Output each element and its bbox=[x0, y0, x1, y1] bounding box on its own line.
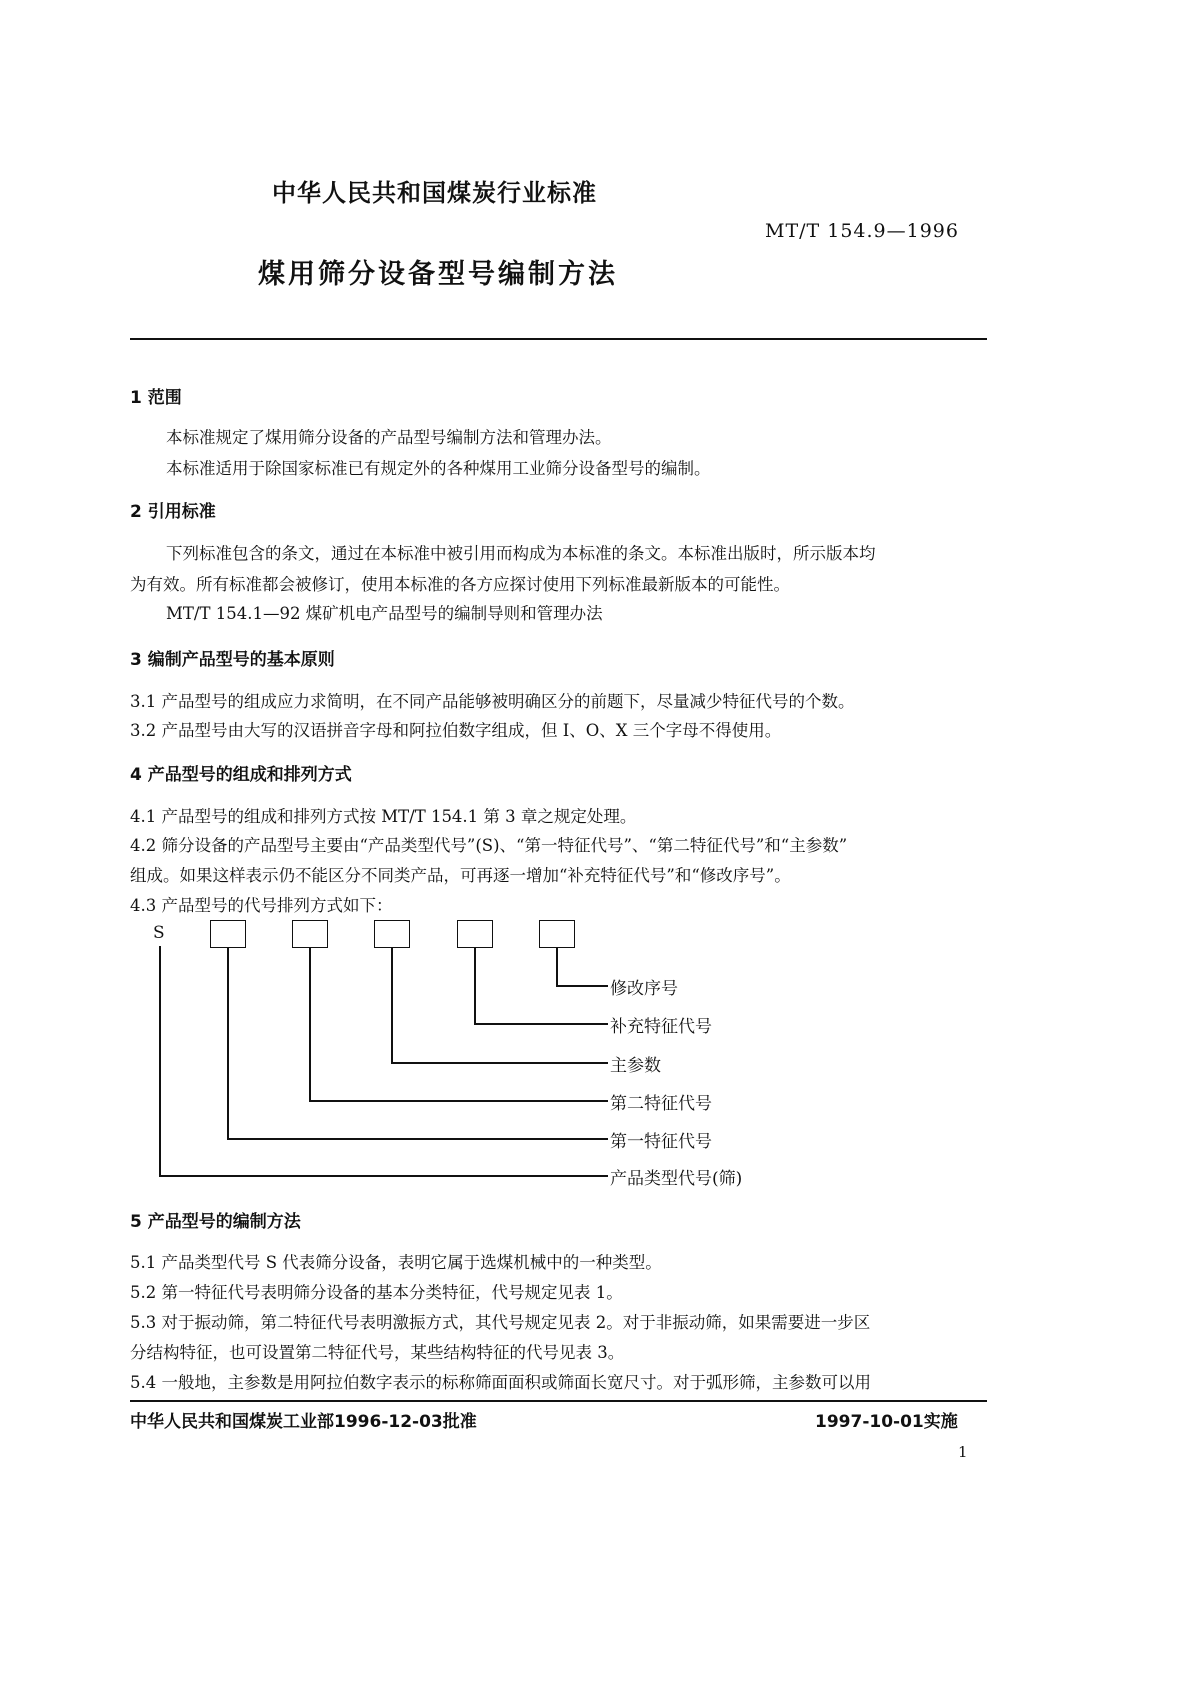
diagram-label-supplementary-code: 补充特征代号 bbox=[610, 1017, 712, 1037]
section-1-para-2: 本标准适用于除国家标准已有规定外的各种煤用工业筛分设备型号的编制。 bbox=[166, 459, 711, 478]
diagram-arm-3 bbox=[391, 1062, 608, 1064]
diagram-lead-5 bbox=[556, 948, 558, 985]
section-2-reference: MT/T 154.1—92 煤矿机电产品型号的编制导则和管理办法 bbox=[166, 604, 603, 623]
section-2-para-1-cont: 为有效。所有标准都会被修订，使用本标准的各方应探讨使用下列标准最新版本的可能性。 bbox=[130, 575, 790, 594]
diagram-box-4 bbox=[457, 920, 493, 948]
clause-5-3-line-2: 分结构特征，也可设置第二特征代号，某些结构特征的代号见表 3。 bbox=[130, 1343, 625, 1362]
footer-rule bbox=[130, 1400, 987, 1402]
diagram-lead-4 bbox=[474, 948, 476, 1024]
diagram-label-product-type: 产品类型代号(筛) bbox=[610, 1169, 743, 1189]
diagram-box-1 bbox=[210, 920, 246, 948]
section-3-heading: 3 编制产品型号的基本原则 bbox=[130, 650, 335, 670]
header-rule bbox=[130, 338, 987, 340]
diagram-lead-3 bbox=[391, 948, 393, 1062]
clause-5-1: 5.1 产品类型代号 S 代表筛分设备，表明它属于选煤机械中的一种类型。 bbox=[130, 1253, 662, 1272]
effective-date: 1997-10-01实施 bbox=[815, 1412, 958, 1432]
section-2-heading: 2 引用标准 bbox=[130, 502, 216, 522]
clause-4-1: 4.1 产品型号的组成和排列方式按 MT/T 154.1 第 3 章之规定处理。 bbox=[130, 807, 637, 826]
org-title: 中华人民共和国煤炭行业标准 bbox=[272, 179, 597, 207]
diagram-arm-2 bbox=[309, 1100, 608, 1102]
clause-5-2: 5.2 第一特征代号表明筛分设备的基本分类特征，代号规定见表 1。 bbox=[130, 1283, 623, 1302]
diagram-lead-1 bbox=[227, 948, 229, 1139]
diagram-box-3 bbox=[374, 920, 410, 948]
clause-3-1: 3.1 产品型号的组成应力求简明，在不同产品能够被明确区分的前题下，尽量减少特征代号的个数。 bbox=[130, 692, 855, 711]
section-1-para-1: 本标准规定了煤用筛分设备的产品型号编制方法和管理办法。 bbox=[166, 428, 612, 447]
diagram-arm-s bbox=[159, 1175, 608, 1177]
section-2-para-1: 下列标准包含的条文，通过在本标准中被引用而构成为本标准的条文。本标准出版时，所示版本均 bbox=[166, 544, 876, 563]
clause-4-3: 4.3 产品型号的代号排列方式如下： bbox=[130, 896, 393, 915]
clause-5-4: 5.4 一般地，主参数是用阿拉伯数字表示的标称筛面面积或筛面长宽尺寸。对于弧形筛，主参数可以用 bbox=[130, 1373, 871, 1392]
section-1-heading: 1 范围 bbox=[130, 388, 182, 408]
diagram-label-first-feature: 第一特征代号 bbox=[610, 1132, 712, 1152]
section-5-heading: 5 产品型号的编制方法 bbox=[130, 1212, 301, 1232]
clause-5-3-line-1: 5.3 对于振动筛，第二特征代号表明激振方式，其代号规定见表 2。对于非振动筛，如果需要进一步区 bbox=[130, 1313, 871, 1332]
document-title: 煤用筛分设备型号编制方法 bbox=[258, 259, 618, 290]
diagram-box-5 bbox=[539, 920, 575, 948]
diagram-letter-s: S bbox=[153, 923, 165, 943]
diagram-arm-4 bbox=[474, 1023, 608, 1025]
page-number: 1 bbox=[958, 1443, 968, 1461]
diagram-box-2 bbox=[292, 920, 328, 948]
diagram-label-revision-no: 修改序号 bbox=[610, 979, 678, 999]
approval-line: 中华人民共和国煤炭工业部1996-12-03批准 bbox=[130, 1412, 477, 1432]
diagram-arm-1 bbox=[227, 1138, 608, 1140]
diagram-arm-5 bbox=[556, 985, 608, 987]
clause-3-2: 3.2 产品型号由大写的汉语拼音字母和阿拉伯数字组成，但 I、O、X 三个字母不得使用。 bbox=[130, 721, 782, 740]
clause-4-2-line-1: 4.2 筛分设备的产品型号主要由“产品类型代号”(S)、“第一特征代号”、“第二特征代号”和“主参数” bbox=[130, 836, 848, 855]
diagram-label-main-parameter: 主参数 bbox=[610, 1056, 661, 1076]
diagram-lead-2 bbox=[309, 948, 311, 1101]
diagram-lead-s bbox=[159, 946, 161, 1176]
clause-4-2-line-2: 组成。如果这样表示仍不能区分不同类产品，可再逐一增加“补充特征代号”和“修改序号”。 bbox=[130, 866, 791, 885]
diagram-label-second-feature: 第二特征代号 bbox=[610, 1094, 712, 1114]
standard-code: MT/T 154.9—1996 bbox=[765, 220, 959, 242]
section-4-heading: 4 产品型号的组成和排列方式 bbox=[130, 765, 352, 785]
